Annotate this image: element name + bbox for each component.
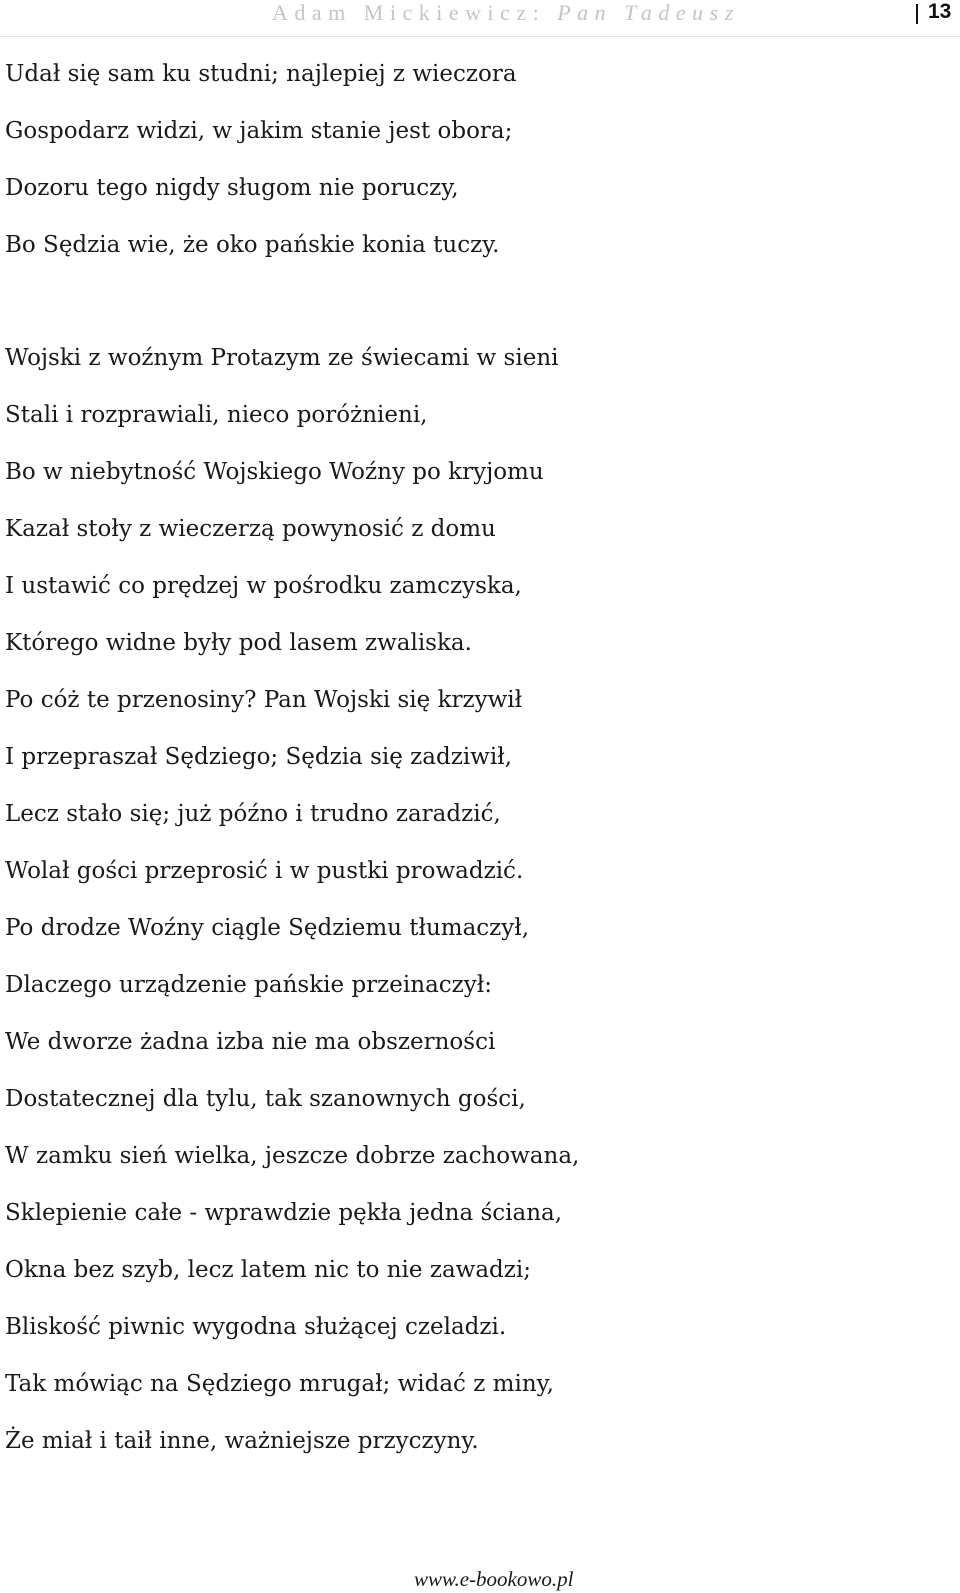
verse-line: I ustawić co prędzej w pośrodku zamczyska, xyxy=(5,573,522,599)
page-number-separator xyxy=(916,4,918,24)
verse-line: Którego widne były pod lasem zwaliska. xyxy=(5,630,472,656)
verse-line: Kazał stoły z wieczerzą powynosić z domu xyxy=(5,516,496,542)
verse-line: Tak mówiąc na Sędziego mrugał; widać z miny, xyxy=(5,1371,554,1397)
verse-line: Dlaczego urządzenie pańskie przeinaczył: xyxy=(5,972,492,998)
verse-line: Okna bez szyb, lecz latem nic to nie zawadzi; xyxy=(5,1257,532,1283)
verse-line: Sklepienie całe - wprawdzie pękła jedna ściana, xyxy=(5,1200,563,1226)
running-title xyxy=(272,0,740,26)
verse-line: W zamku sień wielka, jeszcze dobrze zachowana, xyxy=(5,1143,580,1169)
verse-line: Bo Sędzia wie, że oko pańskie konia tuczy. xyxy=(5,232,500,258)
verse-line: Po cóż te przenosiny? Pan Wojski się krzywił xyxy=(5,687,523,713)
verse-line: Wolał gości przeprosić i w pustki prowadzić. xyxy=(5,858,524,884)
verse-line: Lecz stało się; już późno i trudno zaradzić, xyxy=(5,801,501,827)
verse-line: Wojski z woźnym Protazym ze świecami w sieni xyxy=(5,345,559,371)
stanza xyxy=(5,58,955,286)
header-divider xyxy=(0,36,960,37)
verse-line: Dostatecznej dla tylu, tak szanownych gości, xyxy=(5,1086,526,1112)
verse-line: Że miał i taił inne, ważniejsze przyczyny. xyxy=(5,1428,479,1454)
verse-line: I przepraszał Sędziego; Sędzia się zadziwił, xyxy=(5,744,512,770)
verse-line: Bo w niebytność Wojskiego Woźny po kryjomu xyxy=(5,459,544,485)
poem-body xyxy=(5,58,955,1482)
footer-website-link[interactable]: www.e-bookowo.pl xyxy=(414,1567,574,1591)
verse-line: Po drodze Woźny ciągle Sędziemu tłumaczył, xyxy=(5,915,530,941)
running-title-author: Adam Mickiewicz: xyxy=(272,0,546,25)
page-number: 13 xyxy=(928,0,952,23)
page-header xyxy=(0,0,960,38)
verse-line: Gospodarz widzi, w jakim stanie jest obora; xyxy=(5,118,513,144)
stanza xyxy=(5,342,955,1482)
verse-line: Udał się sam ku studni; najlepiej z wieczora xyxy=(5,61,517,87)
verse-line: We dworze żadna izba nie ma obszerności xyxy=(5,1029,496,1055)
verse-line: Dozoru tego nigdy sługom nie poruczy, xyxy=(5,175,459,201)
verse-line: Stali i rozprawiali, nieco poróżnieni, xyxy=(5,402,428,428)
verse-line: Bliskość piwnic wygodna służącej czeladzi. xyxy=(5,1314,507,1340)
running-title-work: Pan Tadeusz xyxy=(557,0,740,25)
